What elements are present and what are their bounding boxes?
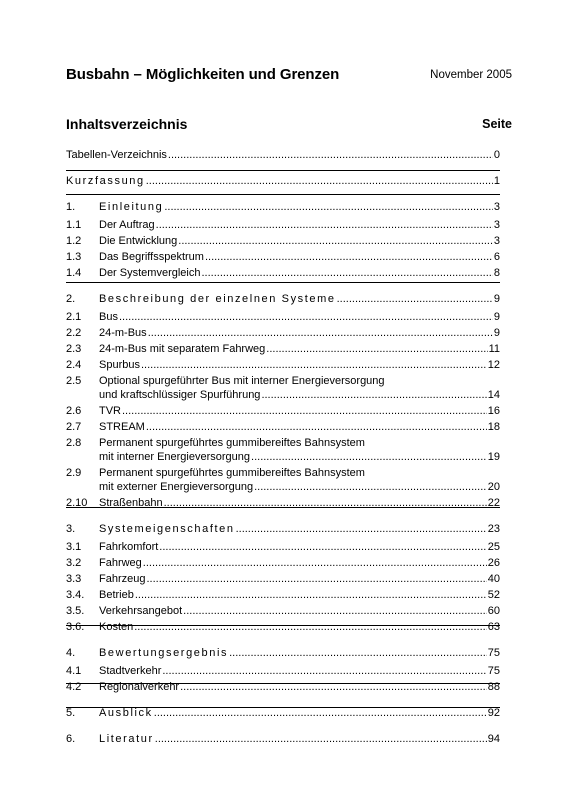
toc-entry-page: 60 (487, 605, 500, 617)
toc-entry-number: 4. (66, 647, 76, 659)
toc-entry-title: Betrieb (99, 589, 134, 601)
toc-entry-page: 75 (487, 647, 500, 659)
toc-entry-title: STREAM (99, 421, 145, 433)
toc-entry-page: 23 (487, 523, 500, 535)
dot-leader (134, 620, 487, 634)
toc-entry-number: 3.4. (66, 589, 85, 601)
toc-entry-page: 9 (493, 327, 500, 339)
toc-entry[interactable] (66, 588, 500, 602)
dot-leader (135, 588, 487, 602)
page-header (66, 66, 512, 88)
toc-entry-title: Der Systemvergleich (99, 267, 201, 279)
toc-entry-number: 3.5. (66, 605, 85, 617)
toc-entry[interactable] (66, 358, 500, 372)
dot-leader (261, 388, 486, 402)
toc-entry[interactable] (66, 540, 500, 554)
dot-leader (168, 148, 493, 162)
toc-entry[interactable] (66, 436, 500, 464)
toc-entry[interactable] (66, 148, 500, 162)
toc-entry-page: 94 (487, 733, 500, 745)
toc-entry-number: 2.3 (66, 343, 82, 355)
toc-entry-title: Fahrkomfort (99, 541, 159, 553)
toc-entry[interactable] (66, 250, 500, 264)
toc-entry-title: Fahrweg (99, 557, 142, 569)
toc-entry[interactable] (66, 326, 500, 340)
dot-leader (183, 604, 487, 618)
toc-entry[interactable] (66, 292, 500, 306)
toc-entry[interactable] (66, 604, 500, 618)
toc-entry-title: Regionalverkehr (99, 681, 180, 693)
toc-entry[interactable] (66, 342, 500, 356)
toc-list (66, 148, 500, 746)
toc-entry-page: 18 (487, 421, 500, 433)
toc-entry[interactable] (66, 404, 500, 418)
dot-leader (254, 480, 487, 494)
toc-header (66, 116, 512, 138)
toc-entry[interactable] (66, 706, 500, 720)
dot-leader (164, 200, 493, 214)
dot-leader (146, 174, 493, 188)
dot-leader (251, 450, 487, 464)
toc-entry-page: 3 (493, 219, 500, 231)
toc-entry-page: 14 (487, 389, 500, 401)
toc-entry[interactable] (66, 420, 500, 434)
toc-entry-title: Einleitung (99, 201, 164, 213)
toc-entry-page: 20 (487, 481, 500, 493)
dot-leader (337, 292, 493, 306)
dot-leader (141, 358, 487, 372)
toc-entry-number: 2.10 (66, 497, 88, 509)
toc-entry-number: 3.6. (66, 621, 85, 633)
toc-entry-number: 3.3 (66, 573, 82, 585)
toc-entry-title: Beschreibung der einzelnen Systeme (99, 293, 336, 305)
document-title: Busbahn – Möglichkeiten und Grenzen (66, 66, 340, 83)
toc-entry-title: Ausblick (99, 707, 153, 719)
toc-entry-page: 9 (493, 293, 500, 305)
toc-entry-title-continued: mit externer Energieversorgung (99, 481, 254, 493)
dot-leader (180, 680, 487, 694)
toc-entry-page: 6 (493, 251, 500, 263)
toc-entry[interactable] (66, 572, 500, 586)
toc-entry-title: Stadtverkehr (99, 665, 162, 677)
toc-entry-page: 63 (487, 621, 500, 633)
toc-entry-page: 22 (487, 497, 500, 509)
toc-entry-number: 2.4 (66, 359, 82, 371)
toc-entry-title: Spurbus (99, 359, 140, 371)
toc-entry-number: 3.2 (66, 557, 82, 569)
dot-leader (148, 326, 493, 340)
toc-entry-page: 3 (493, 201, 500, 213)
dot-leader (159, 540, 486, 554)
toc-entry-page: 1 (493, 175, 500, 187)
toc-entry-page: 16 (487, 405, 500, 417)
toc-entry-page: 75 (487, 665, 500, 677)
dot-leader (229, 646, 487, 660)
toc-entry-title: Kosten (99, 621, 134, 633)
dot-leader (236, 522, 487, 536)
toc-entry-title: Kurzfassung (66, 175, 145, 187)
toc-entry-page: 8 (493, 267, 500, 279)
toc-entry-number: 3. (66, 523, 76, 535)
toc-entry-title-continued: mit interner Energieversorgung (99, 451, 251, 463)
toc-entry-page: 11 (488, 343, 500, 355)
dot-leader (205, 250, 493, 264)
toc-entry-title: Die Entwicklung (99, 235, 178, 247)
toc-entry-number: 5. (66, 707, 76, 719)
toc-entry-page: 3 (493, 235, 500, 247)
toc-entry[interactable] (66, 266, 500, 280)
toc-entry-title: Literatur (99, 733, 154, 745)
toc-entry-number: 1.3 (66, 251, 82, 263)
toc-entry-page: 40 (487, 573, 500, 585)
toc-entry-title: Bus (99, 311, 118, 323)
dot-leader (156, 218, 493, 232)
toc-entry-number: 2.6 (66, 405, 82, 417)
toc-entry[interactable] (66, 646, 500, 660)
dot-leader (266, 342, 487, 356)
toc-entry-number: 1.2 (66, 235, 82, 247)
toc-entry-number: 4.2 (66, 681, 82, 693)
dot-leader (154, 706, 487, 720)
toc-page-column-label: Seite (482, 117, 512, 131)
toc-entry[interactable] (66, 496, 500, 510)
toc-entry-title: TVR (99, 405, 121, 417)
toc-entry[interactable] (66, 174, 500, 188)
toc-entry-title: Bewertungsergebnis (99, 647, 229, 659)
toc-entry-title: 24-m-Bus mit separatem Fahrweg (99, 343, 266, 355)
toc-entry-page: 92 (487, 707, 500, 719)
toc-entry-title-continued: und kraftschlüssiger Spurführung (99, 389, 261, 401)
dot-leader (164, 496, 487, 510)
dot-leader (155, 732, 487, 746)
toc-entry-page: 52 (487, 589, 500, 601)
toc-entry-number: 1.1 (66, 219, 82, 231)
toc-entry[interactable] (66, 556, 500, 570)
toc-entry[interactable] (66, 732, 500, 746)
toc-entry[interactable] (66, 218, 500, 232)
dot-leader (122, 404, 487, 418)
toc-entry[interactable] (66, 620, 500, 634)
toc-entry-title: Tabellen-Verzeichnis (66, 149, 167, 161)
toc-entry-page: 9 (493, 311, 500, 323)
toc-entry[interactable] (66, 466, 500, 494)
toc-entry-title: Fahrzeug (99, 573, 146, 585)
document-date: November 2005 (430, 69, 512, 81)
toc-entry-title: Permanent spurgeführtes gummibereiftes Bahnsystem (99, 467, 365, 479)
toc-entry-number: 1. (66, 201, 76, 213)
dot-leader (201, 266, 492, 280)
dot-leader (143, 556, 487, 570)
toc-entry-title: 24-m-Bus (99, 327, 147, 339)
toc-entry-page: 19 (487, 451, 500, 463)
toc-title: Inhaltsverzeichnis (66, 116, 188, 132)
toc-entry-number: 2.5 (66, 375, 82, 387)
toc-entry-title: Straßenbahn (99, 497, 163, 509)
toc-entry-number: 6. (66, 733, 76, 745)
toc-entry-number: 2.9 (66, 467, 82, 479)
toc-entry[interactable] (66, 200, 500, 214)
toc-entry[interactable] (66, 522, 500, 536)
toc-entry-page: 88 (487, 681, 500, 693)
toc-entry-number: 4.1 (66, 665, 82, 677)
toc-entry[interactable] (66, 680, 500, 694)
toc-entry-number: 1.4 (66, 267, 82, 279)
dot-leader (146, 420, 487, 434)
toc-entry[interactable] (66, 374, 500, 402)
toc-entry-title: Das Begriffsspektrum (99, 251, 204, 263)
toc-entry-number: 2.1 (66, 311, 82, 323)
dot-leader (146, 572, 486, 586)
toc-entry-title: Verkehrsangebot (99, 605, 183, 617)
toc-entry[interactable] (66, 310, 500, 324)
dot-leader (162, 664, 486, 678)
dot-leader (119, 310, 493, 324)
toc-entry-page: 26 (487, 557, 500, 569)
dot-leader (178, 234, 493, 248)
toc-entry-title: Der Auftrag (99, 219, 155, 231)
toc-entry[interactable] (66, 664, 500, 678)
toc-entry-title: Optional spurgeführter Bus mit interner Energieversorgung (99, 375, 385, 387)
toc-entry-number: 3.1 (66, 541, 82, 553)
toc-entry-page: 0 (493, 149, 500, 161)
toc-entry-number: 2.8 (66, 437, 82, 449)
toc-entry[interactable] (66, 234, 500, 248)
toc-entry-number: 2. (66, 293, 76, 305)
toc-entry-title: Systemeigenschaften (99, 523, 235, 535)
toc-entry-number: 2.2 (66, 327, 82, 339)
toc-entry-number: 2.7 (66, 421, 82, 433)
toc-entry-page: 12 (487, 359, 500, 371)
toc-entry-title: Permanent spurgeführtes gummibereiftes Bahnsystem (99, 437, 365, 449)
toc-entry-page: 25 (487, 541, 500, 553)
